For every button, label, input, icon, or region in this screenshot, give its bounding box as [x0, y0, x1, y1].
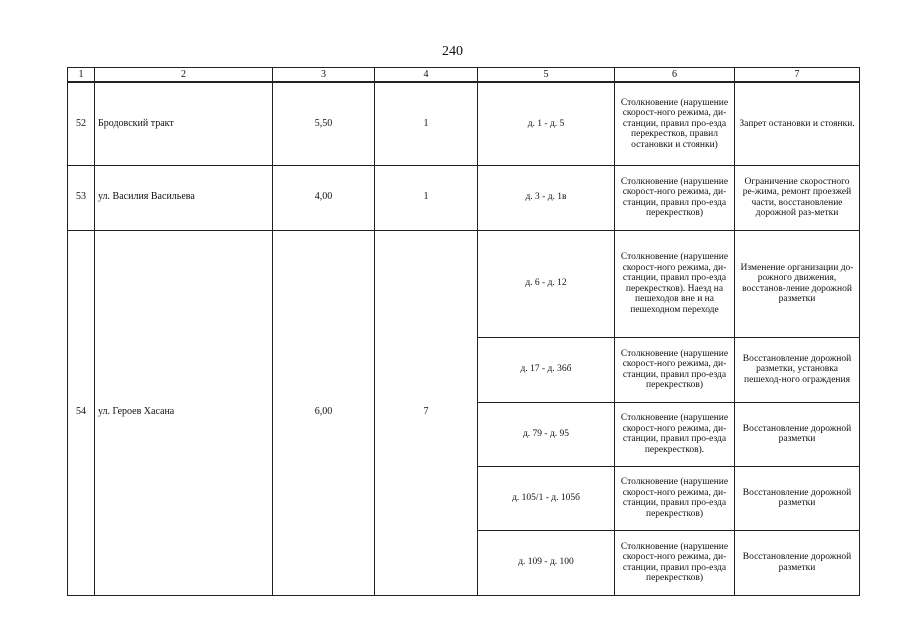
section-range: д. 105/1 - д. 105б [478, 466, 615, 530]
section-range: д. 109 - д. 100 [478, 530, 615, 595]
row-number: 54 [68, 230, 95, 595]
col-header: 4 [375, 68, 478, 83]
accident-type: Столкновение (нарушение скорост-ного режима, ди-станции, правил про-езда перекрестков) [615, 165, 735, 230]
street-name: ул. Василия Васильева [95, 165, 273, 230]
street-length: 4,00 [273, 165, 375, 230]
table-row [68, 230, 860, 337]
accident-count: 1 [375, 82, 478, 165]
street-name: ул. Героев Хасана [95, 230, 273, 595]
section-range: д. 1 - д. 5 [478, 82, 615, 165]
measures: Восстановление дорожной разметки [735, 466, 860, 530]
section-range: д. 79 - д. 95 [478, 402, 615, 466]
measures: Восстановление дорожной разметки [735, 530, 860, 595]
col-header: 3 [273, 68, 375, 83]
col-header: 7 [735, 68, 860, 83]
measures: Восстановление дорожной разметки [735, 402, 860, 466]
accident-count: 1 [375, 165, 478, 230]
street-length: 5,50 [273, 82, 375, 165]
street-name: Бродовский тракт [95, 82, 273, 165]
accident-type: Столкновение (нарушение скорост-ного режима, ди-станции, правил про-езда перекрестков). [615, 402, 735, 466]
street-length: 6,00 [273, 230, 375, 595]
accident-type: Столкновение (нарушение скорост-ного режима, ди-станции, правил про-езда перекрестков) [615, 466, 735, 530]
col-header: 2 [95, 68, 273, 83]
page-number: 240 [442, 44, 463, 59]
measures: Восстановление дорожной разметки, установка пешеход-ного ограждения [735, 337, 860, 402]
accident-type: Столкновение (нарушение скорост-ного режима, ди-станции, правил про-езда перекрестков) [615, 337, 735, 402]
measures: Изменение организации до-рожного движения, восстанов-ление дорожной разметки [735, 230, 860, 337]
col-header: 5 [478, 68, 615, 83]
table-row [68, 82, 860, 165]
measures: Запрет остановки и стоянки. [735, 82, 860, 165]
section-range: д. 6 - д. 12 [478, 230, 615, 337]
table-row [68, 165, 860, 230]
row-number: 52 [68, 82, 95, 165]
accident-type: Столкновение (нарушение скорост-ного режима, ди-станции, правил про-езда перекрестков). Наезд на пешеходов вне и на пешеходном переходе [615, 230, 735, 337]
accident-table [67, 67, 860, 596]
accident-type: Столкновение (нарушение скорост-ного режима, ди-станции, правил про-езда перекрестков) [615, 530, 735, 595]
accident-type: Столкновение (нарушение скорост-ного режима, ди-станции, правил про-езда перекрестков, правил остановки и стоянки) [615, 82, 735, 165]
section-range: д. 17 - д. 36б [478, 337, 615, 402]
measures: Ограничение скоростного ре-жима, ремонт проезжей части, восстановление дорожной раз-метки [735, 165, 860, 230]
header-row [68, 68, 860, 83]
accident-count: 7 [375, 230, 478, 595]
section-range: д. 3 - д. 1в [478, 165, 615, 230]
col-header: 1 [68, 68, 95, 83]
col-header: 6 [615, 68, 735, 83]
row-number: 53 [68, 165, 95, 230]
